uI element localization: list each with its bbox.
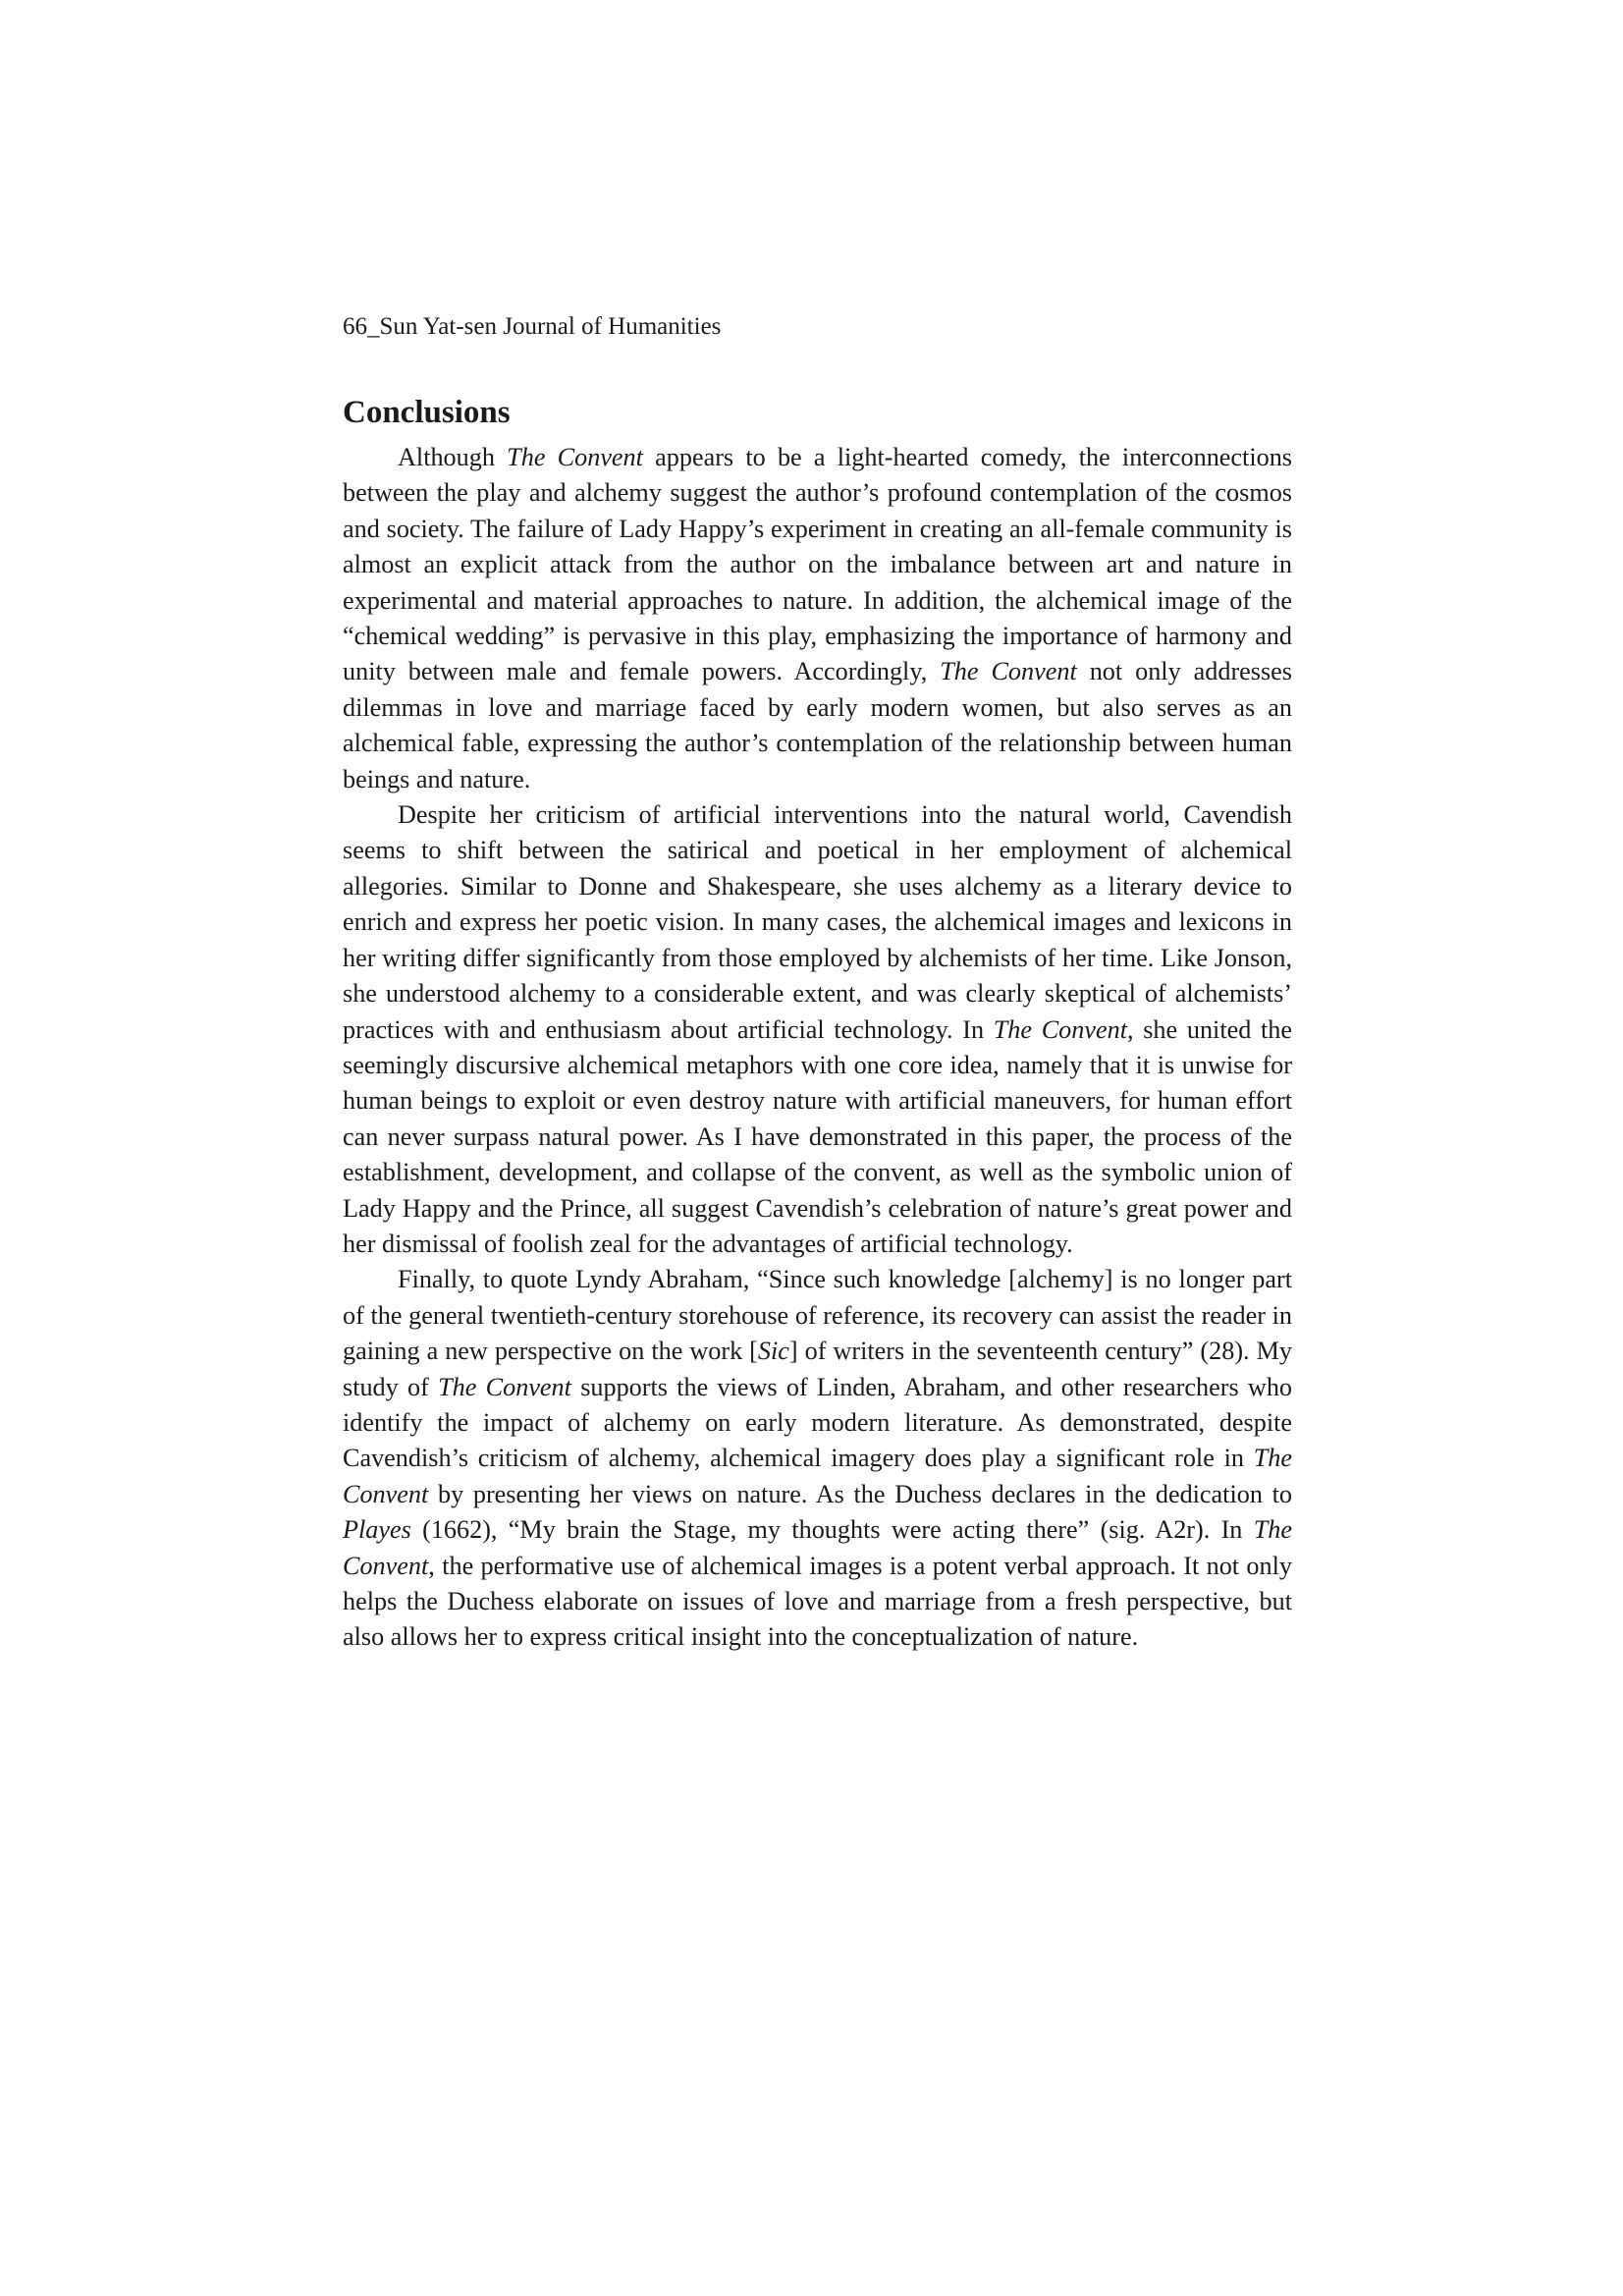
text-run: Although (398, 443, 508, 471)
italic-title: The Convent (993, 1014, 1127, 1044)
text-run: Finally, to quote Lyndy Abraham, “Since such knowledge [alchemy] is no longer part of the general twentieth-century storehouse of reference, its recovery can assist the reader in gaining a new perspective on the work [ (343, 1265, 1292, 1366)
text-run: Despite her criticism of artificial interventions into the natural world, Cavendish seems to shift between the satirical and poetical in her employment of alchemical allegories. Similar to Donne and Shakespeare, she uses alchemy as a literary device to enrich and express her poetic vision. In many cases, the alchemical images and lexicons in her writing differ significantly from those employed by alchemists of her time. Like Jonson, she understood alchemy to a considerable extent, and was clearly skeptical of alchemists’ practices with and enthusiasm about artificial technology. In (343, 800, 1292, 1044)
text-run: not only addresses dilemmas in love and marriage faced by early modern women, but also serves as an alchemical fable, expressing the author’s contemplation of the relationship between human beings and nature. (343, 657, 1292, 793)
text-run: by presenting her views on nature. As the Duchess declares in the dedication to (428, 1479, 1292, 1508)
text-run: supports the views of Linden, Abraham, and other researchers who identify the impact of alchemy on early modern literature. As demonstrated, despite Cavendish’s criticism of alchemy, alchemical imagery does play a significant role in (343, 1372, 1293, 1473)
article-body (343, 391, 1292, 1656)
italic-title: The Convent (343, 1444, 1292, 1508)
text-run: appears to be a light-hearted comedy, the interconnections between the play and alchemy suggest the author’s profound contemplation of the cosmos and society. The failure of Lady Happy’s experiment in creating an all-female community is almost an explicit attack from the author on the imbalance between art and nature in experimental and material approaches to nature. In addition, the alchemical image of the “chemical wedding” is pervasive in this play, emphasizing the importance of harmony and unity between male and female powers. Accordingly, (343, 443, 1292, 686)
section-title: Conclusions (343, 395, 511, 430)
italic-title: The Convent (940, 657, 1077, 686)
italic-title: The Convent (438, 1372, 571, 1401)
paragraph-1 (343, 440, 1292, 797)
paragraph-3 (343, 1262, 1292, 1655)
italic-title: The Convent (343, 1515, 1292, 1580)
running-head: 66_Sun Yat-sen Journal of Humanities (343, 313, 722, 340)
text-run: , she united the seemingly discursive alchemical metaphors with one core idea, namely that it is unwise for human beings to exploit or even destroy nature with artificial maneuvers, for human effort can never surpass natural power. As I have demonstrated in this paper, the process of the establishment, development, and collapse of the convent, as well as the symbolic union of Lady Happy and the Prince, all suggest Cavendish’s celebration of nature’s great power and her dismissal of foolish zeal for the advantages of artificial technology. (343, 1014, 1293, 1258)
italic-title: Sic (757, 1337, 789, 1366)
text-run: (1662), “My brain the Stage, my thoughts were acting there” (sig. A2r). In (410, 1515, 1254, 1545)
italic-title: The Convent (507, 443, 643, 471)
text-run: ] of writers in the seventeenth century” (28). My study of (343, 1337, 1292, 1401)
paragraph-2 (343, 797, 1292, 1262)
text-run: , the performative use of alchemical images is a potent verbal approach. It not only helps the Duchess elaborate on issues of love and marriage from a fresh perspective, but also allows her to express critical insight into the conceptualization of nature. (343, 1551, 1292, 1652)
italic-title: Playes (343, 1515, 411, 1545)
